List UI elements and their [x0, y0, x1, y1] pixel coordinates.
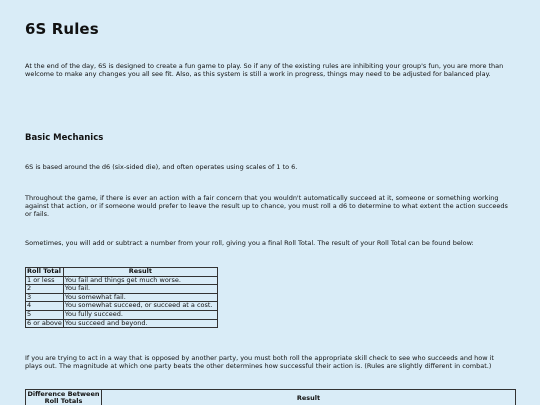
roll-total-cell: 4 — [26, 302, 64, 311]
difference-header: Difference Between Roll Totals — [26, 390, 102, 405]
table-row — [26, 285, 218, 294]
opposed-roll-paragraph: If you are trying to act in a way that is opposed by another party, you must both roll the appropriate skill check to see who succeeds and how it plays out. The magnitude at which one party beats the other determines how successful their action is. (Rules are slightly different in combat.) — [25, 354, 494, 370]
difference-table-header-row — [26, 390, 516, 405]
result-header: Result — [63, 268, 217, 277]
result-cell: You somewhat succeed, or succeed at a cost. — [63, 302, 217, 311]
table-row — [26, 319, 218, 328]
table-row — [26, 310, 218, 319]
roll-requirement-paragraph: Throughout the game, if there is ever an action with a fair concern that you wouldn't automatically succeed at it, someone or something working against that action, or if someone would prefer to leave the result up to chance, you must roll a d6 to determine to what extent the action succeeds or fails. — [25, 194, 508, 218]
result-cell: You fully succeed. — [63, 310, 217, 319]
roll-total-cell: 2 — [26, 285, 64, 294]
intro-paragraph: At the end of the day, 6S is designed to create a fun game to play. So if any of the existing rules are inhibiting your group's fun, you are more than welcome to make any changes you all see fit. Also, as this system is still a work in progress, things may need to be adjusted for balanced play. — [25, 62, 504, 78]
roll-total-cell: 3 — [26, 293, 64, 302]
roll-total-cell: 5 — [26, 310, 64, 319]
roll-total-header: Roll Total — [26, 268, 64, 277]
difference-result-header: Result — [102, 390, 516, 405]
result-cell: You fail. — [63, 285, 217, 294]
d6-paragraph: 6S is based around the d6 (six-sided die), and often operates using scales of 1 to 6. — [25, 163, 298, 171]
result-cell: You somewhat fail. — [63, 293, 217, 302]
roll-total-table — [25, 267, 218, 328]
result-cell: You succeed and beyond. — [63, 319, 217, 328]
roll-table-header-row — [26, 268, 218, 277]
page-title: 6S Rules — [25, 20, 99, 38]
basic-mechanics-heading: Basic Mechanics — [25, 133, 104, 143]
difference-table — [25, 389, 516, 405]
table-row — [26, 276, 218, 285]
roll-total-paragraph: Sometimes, you will add or subtract a number from your roll, giving you a final Roll Total. The result of your Roll Total can be found below: — [25, 239, 474, 247]
roll-total-cell: 1 or less — [26, 276, 64, 285]
roll-total-cell: 6 or above — [27, 318, 62, 327]
result-cell: You fail and things get much worse. — [63, 276, 217, 285]
